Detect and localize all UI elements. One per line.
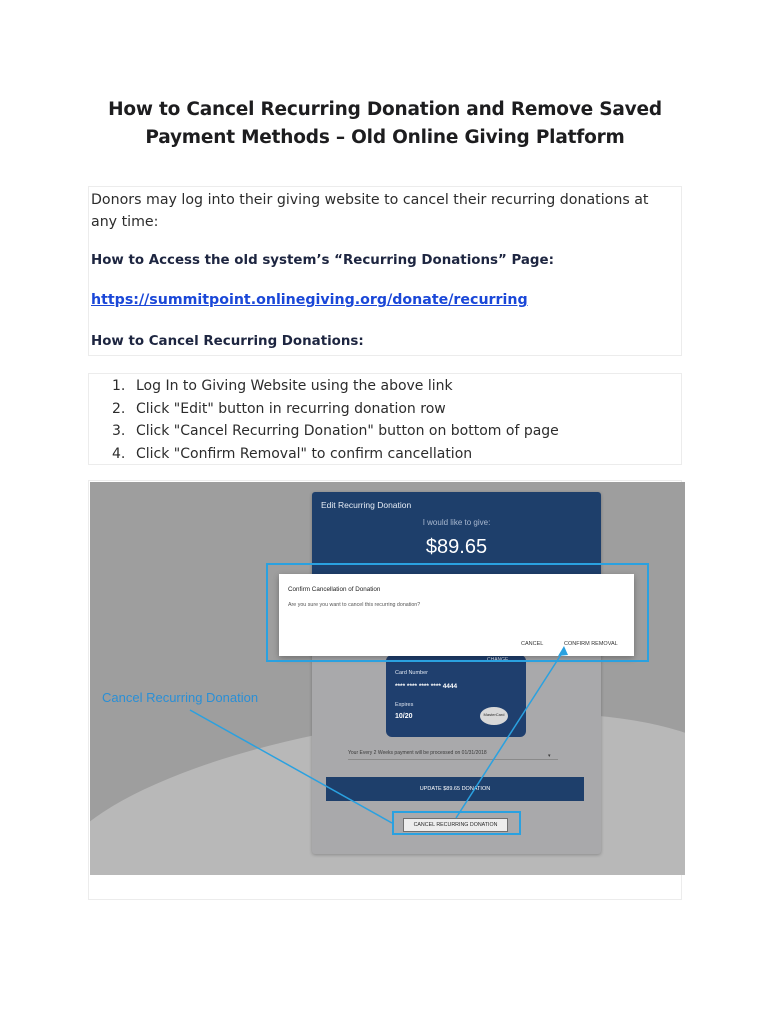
list-item <box>112 443 559 466</box>
access-heading: How to Access the old system’s “Recurring Donations” Page: <box>91 253 554 268</box>
step-text: Click "Cancel Recurring Donation" button on bottom of page <box>136 423 559 439</box>
title-line-2: Payment Methods – Old Online Giving Platform <box>145 127 625 148</box>
expires-label: Expires <box>395 702 414 708</box>
cancel-recurring-donation-button[interactable]: CANCEL RECURRING DONATION <box>403 818 508 832</box>
cancel-heading: How to Cancel Recurring Donations: <box>91 334 364 349</box>
annotation-arrows <box>90 482 685 875</box>
card-brand: MasterCard <box>483 712 505 717</box>
list-item <box>112 398 559 421</box>
schedule-select[interactable]: Your Every 2 Weeks payment will be processed on 01/31/2018 <box>348 750 558 760</box>
embedded-screenshot <box>90 482 685 875</box>
arrow-head-icon <box>558 646 568 656</box>
dialog-title: Confirm Cancellation of Donation <box>288 586 381 593</box>
recurring-donations-link[interactable]: https://summitpoint.onlinegiving.org/donate/recurring <box>91 292 528 308</box>
update-donation-button[interactable]: UPDATE $89.65 DONATION <box>326 777 584 801</box>
steps-list <box>112 375 559 465</box>
card-title: Edit Recurring Donation <box>321 500 412 510</box>
step-text: Click "Edit" button in recurring donation row <box>136 400 446 417</box>
list-item <box>112 375 559 398</box>
step-number: 1. <box>112 378 126 394</box>
dialog-cancel-button[interactable]: CANCEL <box>521 641 544 647</box>
title-line-1: How to Cancel Recurring Donation and Remove Saved <box>108 99 662 120</box>
list-item <box>112 420 559 443</box>
step-text: Log In to Giving Website using the above link <box>136 378 453 394</box>
card-number-label: Card Number <box>395 670 429 676</box>
callout-arrow <box>190 710 392 823</box>
callout-label: Cancel Recurring Donation <box>102 690 259 705</box>
donation-amount: $89.65 <box>425 536 488 558</box>
expires-value: 10/20 <box>395 713 413 720</box>
document-title <box>60 96 710 152</box>
step-text: Click "Confirm Removal" to confirm cancellation <box>136 445 473 462</box>
step-number: 3. <box>112 423 126 439</box>
card-change-link[interactable]: CHANGE <box>487 657 509 663</box>
chevron-down-icon: ▾ <box>548 753 551 759</box>
step-number: 4. <box>112 445 126 462</box>
card-number: **** **** **** **** 4444 <box>395 683 458 690</box>
dialog-body: Are you sure you want to cancel this recurring donation? <box>288 602 421 608</box>
give-label: I would like to give: <box>422 518 491 527</box>
confirm-arrow <box>456 650 564 818</box>
confirm-removal-button[interactable]: CONFIRM REMOVAL <box>564 641 618 647</box>
step-number: 2. <box>112 400 126 417</box>
intro-text: Donors may log into their giving website to cancel their recurring donations at any time: <box>91 192 649 230</box>
